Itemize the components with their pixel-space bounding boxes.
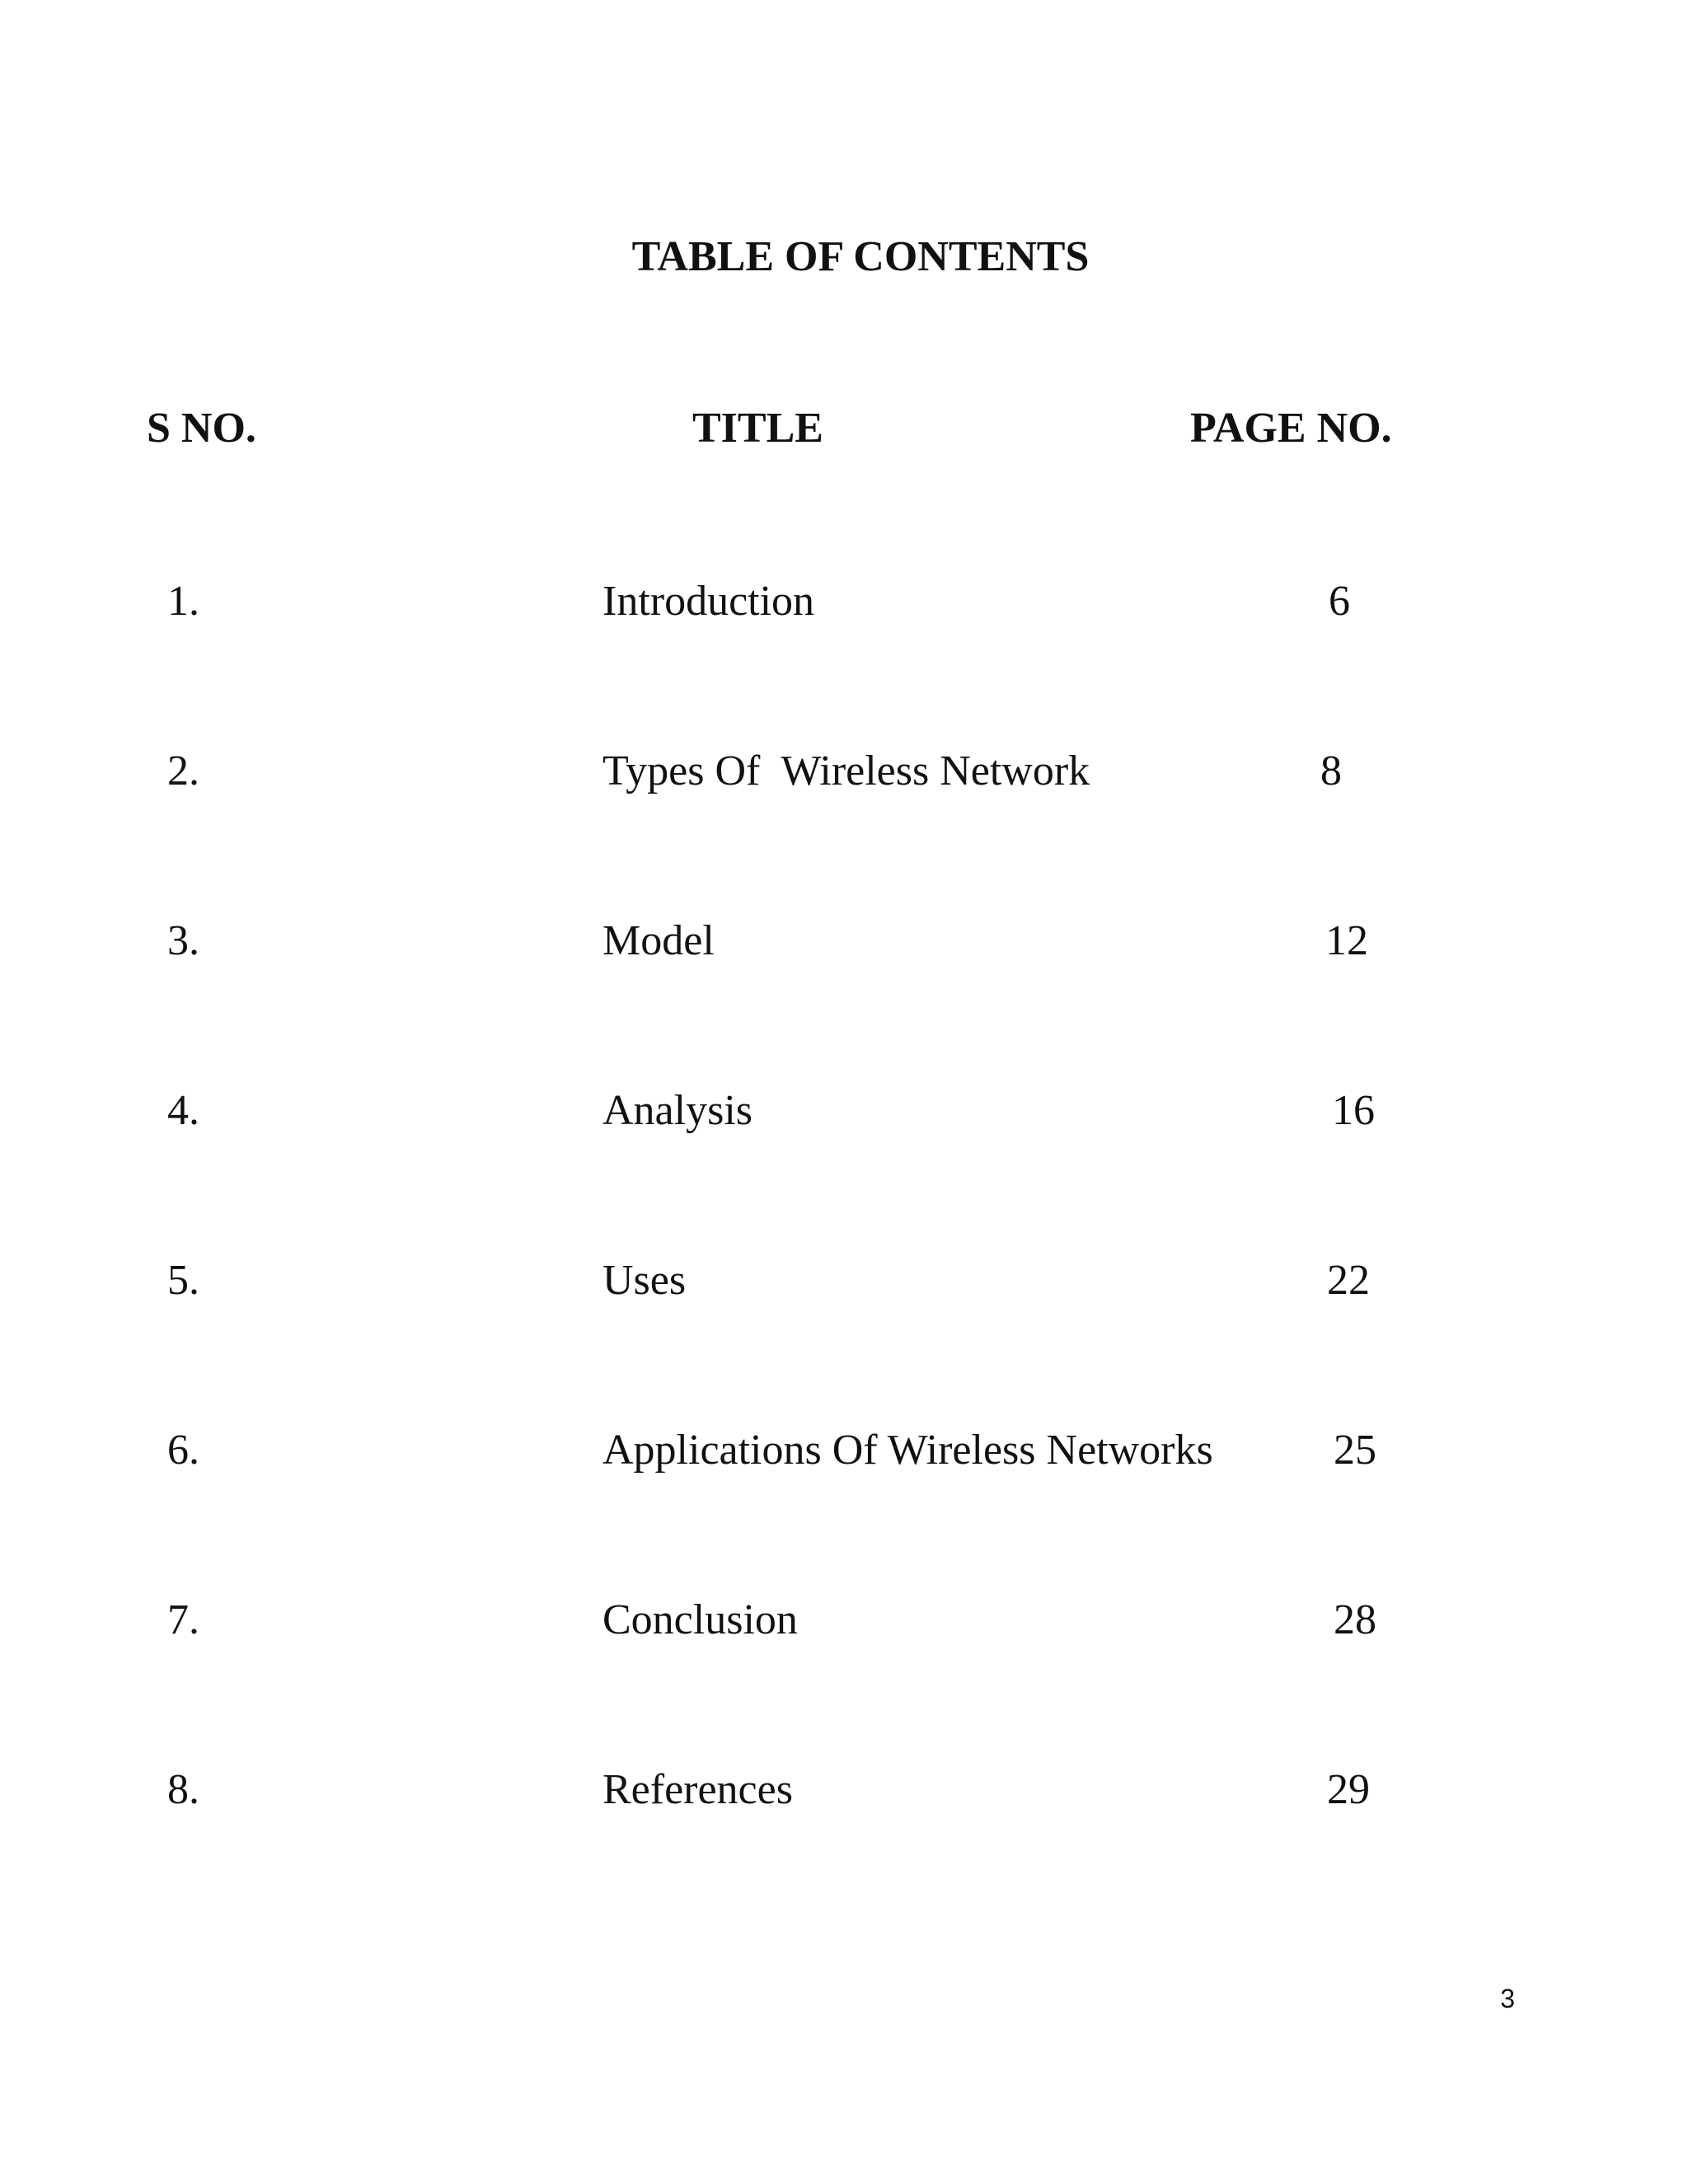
toc-title: Applications Of Wireless Networks: [603, 1427, 1213, 1474]
toc-row: [0, 1426, 1688, 1475]
toc-sno: 7.: [167, 1596, 199, 1643]
toc-sno: 1.: [167, 578, 199, 625]
toc-row: [0, 1596, 1688, 1645]
toc-row: [0, 1256, 1688, 1305]
toc-title: Uses: [603, 1257, 687, 1304]
toc-page-number: 16: [1332, 1087, 1375, 1134]
toc-sno: 4.: [167, 1087, 199, 1134]
toc-sno: 5.: [167, 1257, 199, 1304]
toc-page-number: 8: [1320, 748, 1342, 794]
toc-title: Conclusion: [603, 1596, 798, 1643]
toc-sno: 2.: [167, 748, 199, 794]
toc-title: Analysis: [603, 1087, 753, 1134]
toc-page-number: 28: [1334, 1596, 1376, 1643]
page-number: 3: [1500, 1984, 1515, 2013]
toc-row: [0, 747, 1688, 796]
toc-title: Types Of Wireless Network: [603, 748, 1090, 794]
toc-page-number: 6: [1329, 578, 1350, 625]
document-title: TABLE OF CONTENTS: [631, 233, 1090, 280]
toc-row: [0, 1765, 1688, 1815]
toc-row: [0, 1086, 1688, 1136]
toc-sno: 8.: [167, 1766, 199, 1813]
toc-sno: 3.: [167, 917, 199, 964]
toc-page-number: 25: [1334, 1427, 1376, 1474]
toc-row: [0, 577, 1688, 626]
toc-page-number: 29: [1327, 1766, 1370, 1813]
toc-page-number: 22: [1327, 1257, 1370, 1304]
toc-sno: 6.: [167, 1427, 199, 1474]
toc-row: [0, 916, 1688, 966]
toc-title: References: [603, 1766, 793, 1813]
toc-title: Introduction: [603, 578, 815, 625]
column-header-title: TITLE: [692, 405, 823, 452]
toc-page-number: 12: [1325, 917, 1368, 964]
toc-title: Model: [603, 917, 715, 964]
column-header-page-no: PAGE NO.: [1190, 405, 1392, 452]
column-header-sno: S NO.: [147, 405, 256, 452]
